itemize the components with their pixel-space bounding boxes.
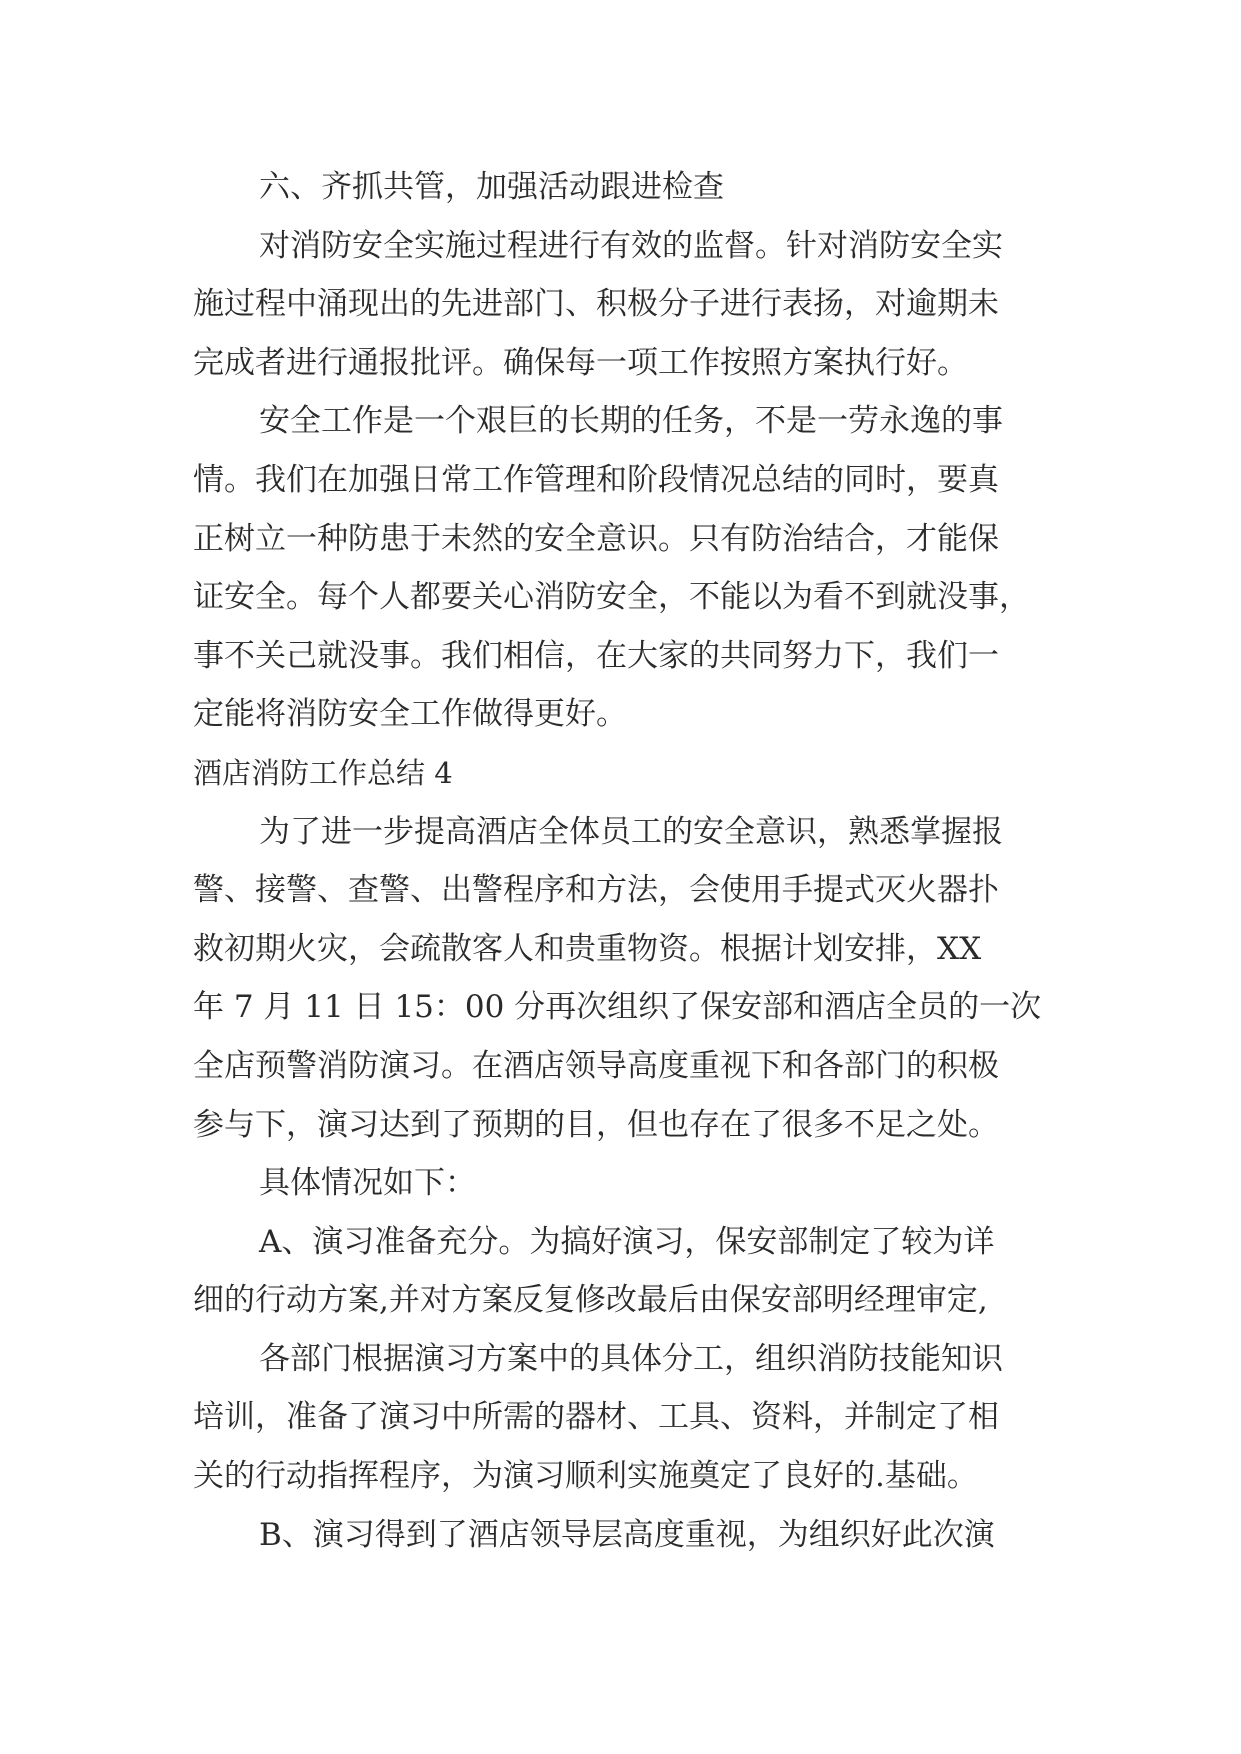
paragraph-line: 事不关己就没事。我们相信，在大家的共同努力下，我们一 xyxy=(193,637,999,674)
article-title: 酒店消防工作总结 4 xyxy=(193,755,453,790)
paragraph-line: 对消防安全实施过程进行有效的监督。针对消防安全实 xyxy=(259,227,1003,264)
paragraph-line: 救初期火灾，会疏散客人和贵重物资。根据计划安排，XX xyxy=(193,930,982,967)
paragraph-line: 细的行动方案,并对方案反复修改最后由保安部明经理审定, xyxy=(193,1282,988,1319)
paragraph-line: 定能将消防安全工作做得更好。 xyxy=(193,696,627,733)
paragraph-line: A、演习准备充分。为搞好演习，保安部制定了较为详 xyxy=(259,1223,995,1260)
paragraph-line: 全店预警消防演习。在酒店领导高度重视下和各部门的积极 xyxy=(193,1047,999,1084)
paragraph-line: 各部门根据演习方案中的具体分工，组织消防技能知识 xyxy=(259,1340,1003,1377)
paragraph-line: 证安全。每个人都要关心消防安全，不能以为看不到就没事， xyxy=(193,579,1030,616)
paragraph-line: 具体情况如下： xyxy=(259,1165,476,1202)
document-body xyxy=(193,158,1063,1564)
paragraph-line: 施过程中涌现出的先进部门、积极分子进行表扬，对逾期未 xyxy=(193,286,999,323)
paragraph-line: 参与下，演习达到了预期的目，但也存在了很多不足之处。 xyxy=(193,1106,999,1143)
paragraph-line: 警、接警、查警、出警程序和方法，会使用手提式灭火器扑 xyxy=(193,872,999,909)
paragraph-line: B、演习得到了酒店领导层高度重视，为组织好此次演 xyxy=(259,1516,995,1553)
paragraph-line: 为了进一步提高酒店全体员工的安全意识，熟悉掌握报 xyxy=(259,813,1003,850)
paragraph-line: 安全工作是一个艰巨的长期的任务，不是一劳永逸的事 xyxy=(259,403,1003,440)
paragraph-line: 培训，准备了演习中所需的器材、工具、资料，并制定了相 xyxy=(193,1399,999,1436)
paragraph-line: 年 7 月 11 日 15：00 分再次组织了保安部和酒店全员的一次 xyxy=(193,989,1042,1026)
paragraph-line: 完成者进行通报批评。确保每一项工作按照方案执行好。 xyxy=(193,344,968,381)
section-heading: 六、齐抓共管，加强活动跟进检查 xyxy=(259,169,724,205)
paragraph-line: 正树立一种防患于未然的安全意识。只有防治结合，才能保 xyxy=(193,520,999,557)
paragraph-line: 关的行动指挥程序，为演习顺利实施奠定了良好的.基础。 xyxy=(193,1458,978,1495)
paragraph-line: 情。我们在加强日常工作管理和阶段情况总结的同时，要真 xyxy=(193,461,999,498)
